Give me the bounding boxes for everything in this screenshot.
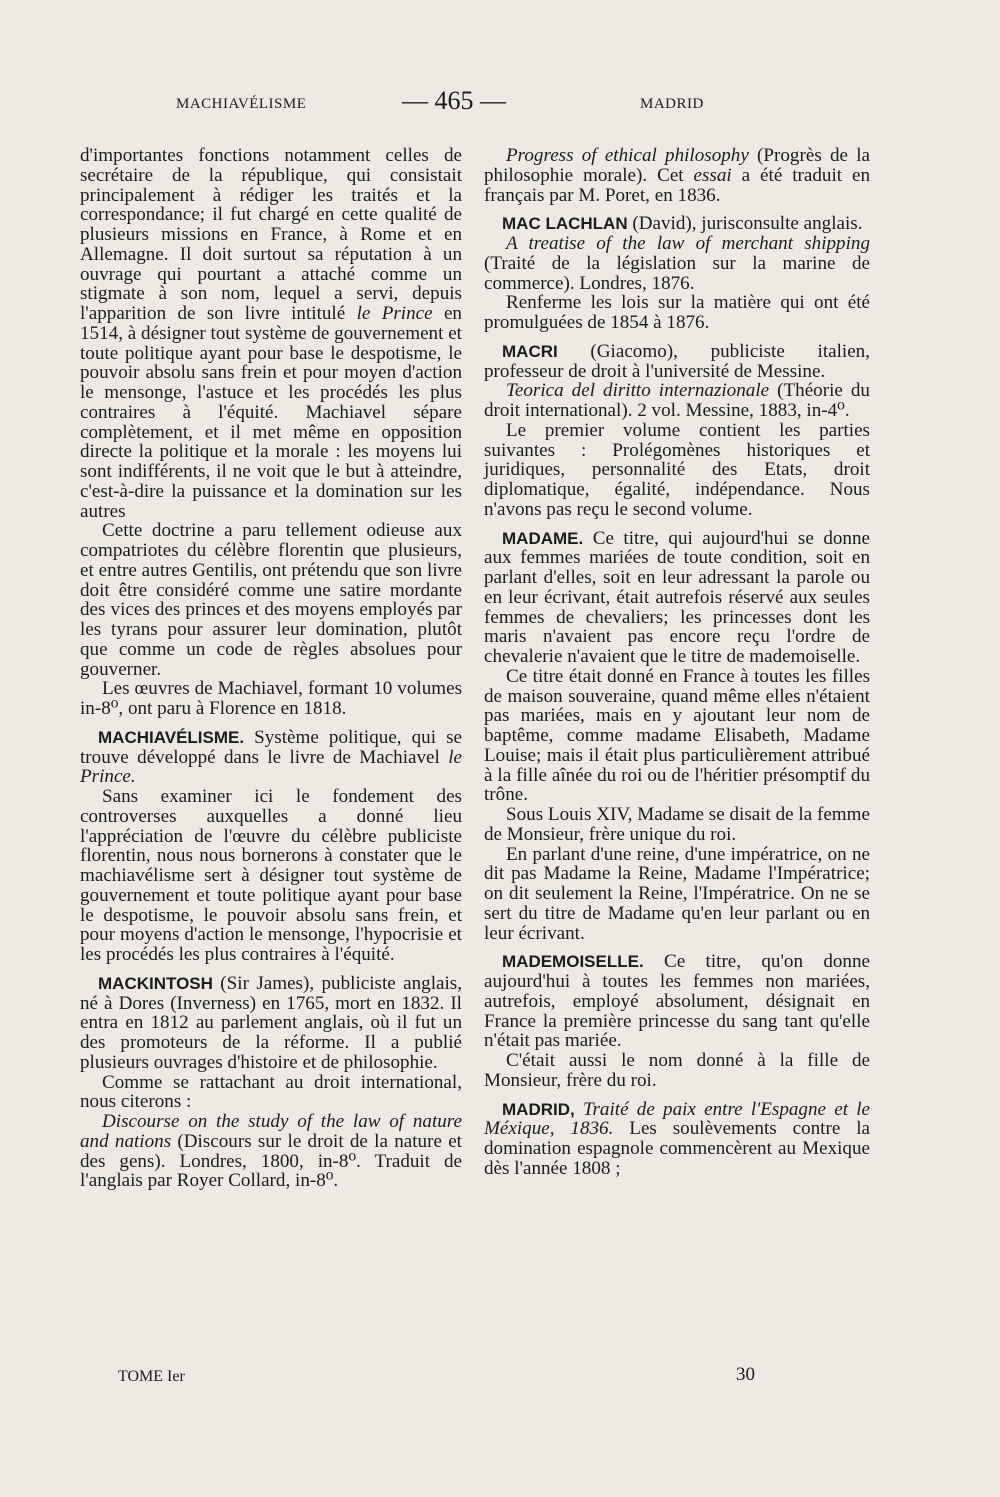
text: (Sir James), publiciste anglais, né à Dores (Inverness) en 1765, mort en 1832. Il entra en 1812 au parlement anglais, où il fut un des promoteurs de la réforme. Il a publié plusieurs ouvrages d'histoire et de philosophie. bbox=[80, 972, 462, 1073]
left-column bbox=[80, 146, 462, 1191]
paragraph bbox=[484, 146, 870, 205]
paragraph: En parlant d'une reine, d'une impératrice, on ne dit pas Madame la Reine, Madame l'Impératrice; on dit seulement la Reine, l'Impératrice. On ne se sert du titre de Madame qu'en leur parlant ou en leur écrivant. bbox=[484, 843, 870, 944]
paragraph: Ce titre était donné en France à toutes les filles de maison souveraine, quand même elles n'étaient pas mariées, mais en y ajoutant leur nom de baptême, comme madame Elisabeth, Madame Louise; mais il était plus particulièrement attribué à la fille aînée du roi ou de l'héritier présomptif du trône. bbox=[484, 665, 870, 806]
signature-number: 30 bbox=[736, 1364, 755, 1385]
entry-madrid bbox=[484, 1100, 870, 1179]
paragraph: Renferme les lois sur la matière qui ont été promulguées de 1854 à 1876. bbox=[484, 292, 870, 333]
entry-headword: MADEMOISELLE. bbox=[502, 952, 644, 972]
italic-title: Discourse on the study of the law of nature and nations bbox=[80, 1111, 462, 1152]
text: a été traduit en français par M. Poret, en 1836. bbox=[484, 164, 870, 206]
page-number: — 465 — bbox=[402, 86, 506, 115]
paragraph: Sans examiner ici le fondement des controverses auxquelles a donné lieu l'appréciation de l'œuvre du célèbre publiciste florentin, nous nous bornerons à constater que le machiavélisme sert à désigner tout système de gouvernement et toute politique ayant pour base le despotisme, le pouvoir absolu sans frein, et pour moyens d'action le mensonge, l'hypocrisie et les procédés les plus contraires à l'équité. bbox=[80, 786, 462, 965]
paragraph: Sous Louis XIV, Madame se disait de la femme de Monsieur, frère unique du roi. bbox=[484, 804, 870, 845]
paragraph bbox=[484, 381, 870, 421]
page-footer bbox=[0, 1364, 1000, 1394]
header-left-keyword: MACHIAVÉLISME bbox=[176, 96, 307, 112]
paragraph: C'était aussi le nom donné à la fille de Monsieur, frère du roi. bbox=[484, 1050, 870, 1091]
paragraph: Comme se rattachant au droit international, nous citerons : bbox=[80, 1071, 462, 1113]
entry-headword: MACHIAVÉLISME. bbox=[98, 727, 245, 747]
paragraph: Cette doctrine a paru tellement odieuse aux compatriotes du célèbre florentin que plusieurs, et entre autres Gentilis, ont prétendu que son livre doit être considéré comme une satire mordante des vices des princes et des moyens employés par les tyrans pour assurer leur domination, plutôt que comme un code de règles absolues pour gouverner. bbox=[80, 520, 462, 680]
text: (Théorie du droit international). 2 vol. Messine, 1883, in-4⁰. bbox=[484, 380, 870, 421]
entry-headword: MACKINTOSH bbox=[98, 973, 213, 993]
right-column bbox=[484, 146, 870, 1179]
running-header bbox=[0, 86, 1000, 126]
text: (David), jurisconsulte anglais. bbox=[627, 213, 863, 235]
volume-label: TOME Ier bbox=[118, 1368, 185, 1385]
italic-title: A treatise of the law of merchant shipping bbox=[506, 233, 870, 254]
text: d'importantes fonctions notamment celles de secrétaire de la république, qui consistait principalement à rédiger les traités et la correspondance; il fut chargé en cette qualité de plusieurs missions en France, à Rome et en Allemagne. Il doit surtout sa réputation à un ouvrage qui pourtant a attaché comme un stigmate à son nom, lequel a servi, depuis l'apparition de son livre intitulé bbox=[80, 145, 462, 324]
italic-title: Progress of ethical philosophy bbox=[506, 145, 749, 166]
entry-machiavelisme bbox=[80, 728, 462, 787]
paragraph: Le premier volume contient les parties suivantes : Prolégomènes historiques et juridiques, personnalité des Etats, droit diplomatique, égalité, indépendance. Nous n'avons pas reçu le second volume. bbox=[484, 419, 870, 520]
entry-mademoiselle bbox=[484, 952, 870, 1051]
italic-word: essai bbox=[693, 164, 732, 186]
italic-title: Traité de paix entre l'Espagne et le Méxique, 1836. bbox=[484, 1098, 870, 1140]
entry-madame bbox=[484, 529, 870, 667]
paragraph bbox=[80, 146, 462, 521]
text: Système politique, qui se trouve développé dans le livre de Machiavel bbox=[80, 726, 462, 768]
text: (Progrès de la philosophie morale). Cet bbox=[484, 145, 870, 186]
italic-title: Teorica del diritto internazionale bbox=[506, 380, 770, 402]
entry-headword: MAC LACHLAN bbox=[502, 214, 628, 234]
entry-headword: MADAME. bbox=[502, 528, 584, 548]
entry-mac-lachlan bbox=[484, 214, 870, 234]
text: (Giacomo), publiciste italien, professeur de droit à l'université de Messine. bbox=[484, 340, 870, 382]
entry-macri bbox=[484, 342, 870, 382]
entry-mackintosh bbox=[80, 974, 462, 1073]
text: Ce titre, qui aujourd'hui se donne aux femmes mariées de toute condition, soit en parlant d'elles, soit en leur adressant la parole ou en leur écrivant, était autrefois réservé aux seules femmes de chevaliers; les princesses dont les maris n'avaient pas encore reçu l'ordre de chevalerie n'avaient que le titre de mademoiselle. bbox=[484, 527, 870, 667]
text: (Traité de la législation sur la marine de commerce). Londres, 1876. bbox=[484, 252, 870, 294]
text: Ce titre, qu'on donne aujourd'hui à toutes les femmes non mariées, autrefois, employé absolument, désignait en France la première princesse du sang tant qu'elle n'était pas mariée. bbox=[484, 951, 870, 1052]
paragraph: Les œuvres de Machiavel, formant 10 volumes in-8⁰, ont paru à Florence en 1818. bbox=[80, 678, 462, 719]
italic-title: le Prince. bbox=[80, 746, 462, 788]
text: en 1514, à désigner tout système de gouvernement et toute politique ayant pour base le despotisme, le pouvoir absolu sans frein et pour moyen d'action le mensonge, l'astuce et les procédés les plus contraires à l'équité. Machiavel sépare complètement, et il met même en opposition directe la politique et la morale : les moyens lui sont indifférents, il ne voit que le but à atteindre, c'est-à-dire la puissance et la domination sur les autres bbox=[80, 303, 462, 522]
entry-headword: MADRID, bbox=[502, 1099, 575, 1119]
paragraph bbox=[484, 234, 870, 293]
header-right-keyword: MADRID bbox=[640, 96, 704, 112]
entry-headword: MACRI bbox=[502, 341, 558, 361]
text: (Discours sur le droit de la nature et des gens). Londres, 1800, in-8⁰. Traduit de l'anglais par Royer Collard, in-8⁰. bbox=[80, 1130, 462, 1192]
italic-title: le Prince bbox=[356, 303, 433, 324]
text: Les soulèvements contre la domination espagnole commencèrent au Mexique dès l'année 1808 ; bbox=[484, 1118, 870, 1179]
paragraph bbox=[80, 1112, 462, 1191]
